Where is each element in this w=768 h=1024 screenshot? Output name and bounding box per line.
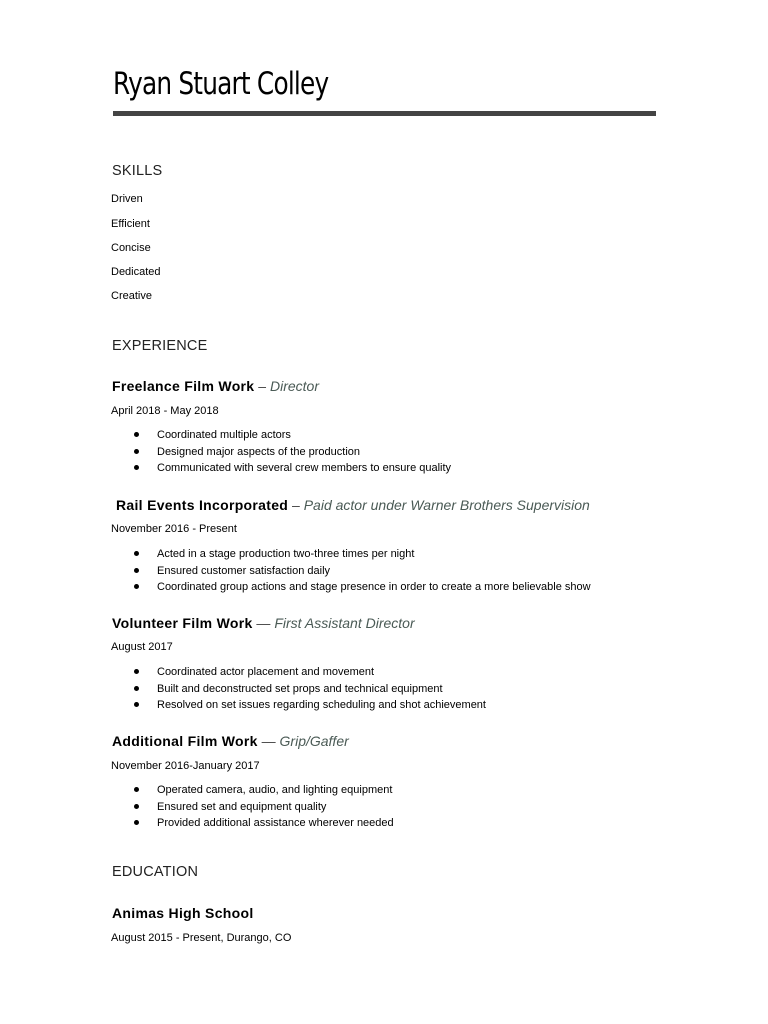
list-item [134, 563, 591, 580]
job-dates: November 2016-January 2017 [111, 760, 260, 772]
school-name: Animas High School [112, 905, 254, 921]
experience-heading: EXPERIENCE [112, 338, 208, 354]
bullet-icon [134, 787, 139, 792]
list-item [134, 815, 394, 832]
list-item [134, 664, 486, 681]
list-item [134, 427, 451, 444]
list-item [134, 444, 451, 461]
job-title [112, 733, 349, 749]
job-organization: Freelance Film Work [112, 378, 255, 394]
job-role: Director [269, 378, 319, 394]
bullet-icon [134, 820, 139, 825]
bullet-icon [134, 568, 139, 573]
job-title [112, 378, 319, 394]
list-item [134, 579, 591, 596]
job-role: Paid actor under Warner Brothers Supervision [303, 497, 590, 513]
job-bullet-list [134, 546, 591, 596]
bullet-text: Coordinated multiple actors [157, 429, 291, 441]
skill-item: Efficient [111, 218, 150, 230]
resume-name: Ryan Stuart Colley [113, 66, 329, 102]
list-item [134, 681, 486, 698]
list-item [134, 460, 451, 477]
job-title [112, 615, 415, 631]
bullet-text: Resolved on set issues regarding scheduling and shot achievement [157, 699, 486, 711]
job-title [116, 497, 590, 513]
job-bullet-list [134, 782, 394, 832]
school-title [112, 905, 254, 921]
skill-item: Concise [111, 242, 151, 254]
header-divider [113, 111, 656, 116]
skill-item: Driven [111, 193, 143, 205]
bullet-icon [134, 702, 139, 707]
bullet-icon [134, 449, 139, 454]
bullet-icon [134, 669, 139, 674]
bullet-text: Communicated with several crew members to ensure quality [157, 462, 452, 474]
job-bullet-list [134, 427, 451, 477]
job-separator: — [257, 733, 280, 749]
job-organization: Rail Events Incorporated [116, 497, 289, 513]
bullet-text: Provided additional assistance wherever needed [157, 817, 394, 829]
bullet-text: Coordinated actor placement and movement [157, 666, 375, 678]
education-dates: August 2015 - Present, Durango, CO [111, 932, 292, 944]
bullet-icon [134, 584, 139, 589]
job-dates: November 2016 - Present [111, 523, 237, 535]
bullet-text: Designed major aspects of the production [157, 445, 361, 458]
bullet-text: Ensured customer satisfaction daily [157, 564, 331, 577]
job-dates: August 2017 [111, 641, 173, 653]
skill-item: Dedicated [111, 266, 161, 278]
job-role: Grip/Gaffer [279, 733, 349, 749]
skill-item: Creative [111, 290, 152, 302]
education-heading: EDUCATION [112, 864, 199, 880]
job-separator: – [254, 378, 270, 394]
bullet-text: Acted in a stage production two-three times per night [157, 548, 415, 560]
bullet-text: Built and deconstructed set props and technical equipment [157, 682, 443, 695]
list-item [134, 782, 394, 799]
skills-heading: SKILLS [112, 163, 163, 179]
bullet-icon [134, 465, 139, 470]
job-organization: Additional Film Work [112, 733, 258, 749]
bullet-text: Operated camera, audio, and lighting equipment [157, 784, 393, 796]
list-item [134, 697, 486, 714]
job-separator: — [252, 615, 275, 631]
job-separator: – [288, 497, 304, 513]
bullet-icon [134, 551, 139, 556]
job-bullet-list [134, 664, 486, 714]
bullet-icon [134, 432, 139, 437]
bullet-icon [134, 804, 139, 809]
list-item [134, 546, 591, 563]
job-role: First Assistant Director [274, 615, 415, 631]
bullet-text: Coordinated group actions and stage presence in order to create a more believable show [157, 581, 591, 593]
list-item [134, 799, 394, 816]
bullet-text: Ensured set and equipment quality [157, 800, 327, 813]
job-organization: Volunteer Film Work [112, 615, 253, 631]
bullet-icon [134, 686, 139, 691]
job-dates: April 2018 - May 2018 [111, 405, 219, 417]
